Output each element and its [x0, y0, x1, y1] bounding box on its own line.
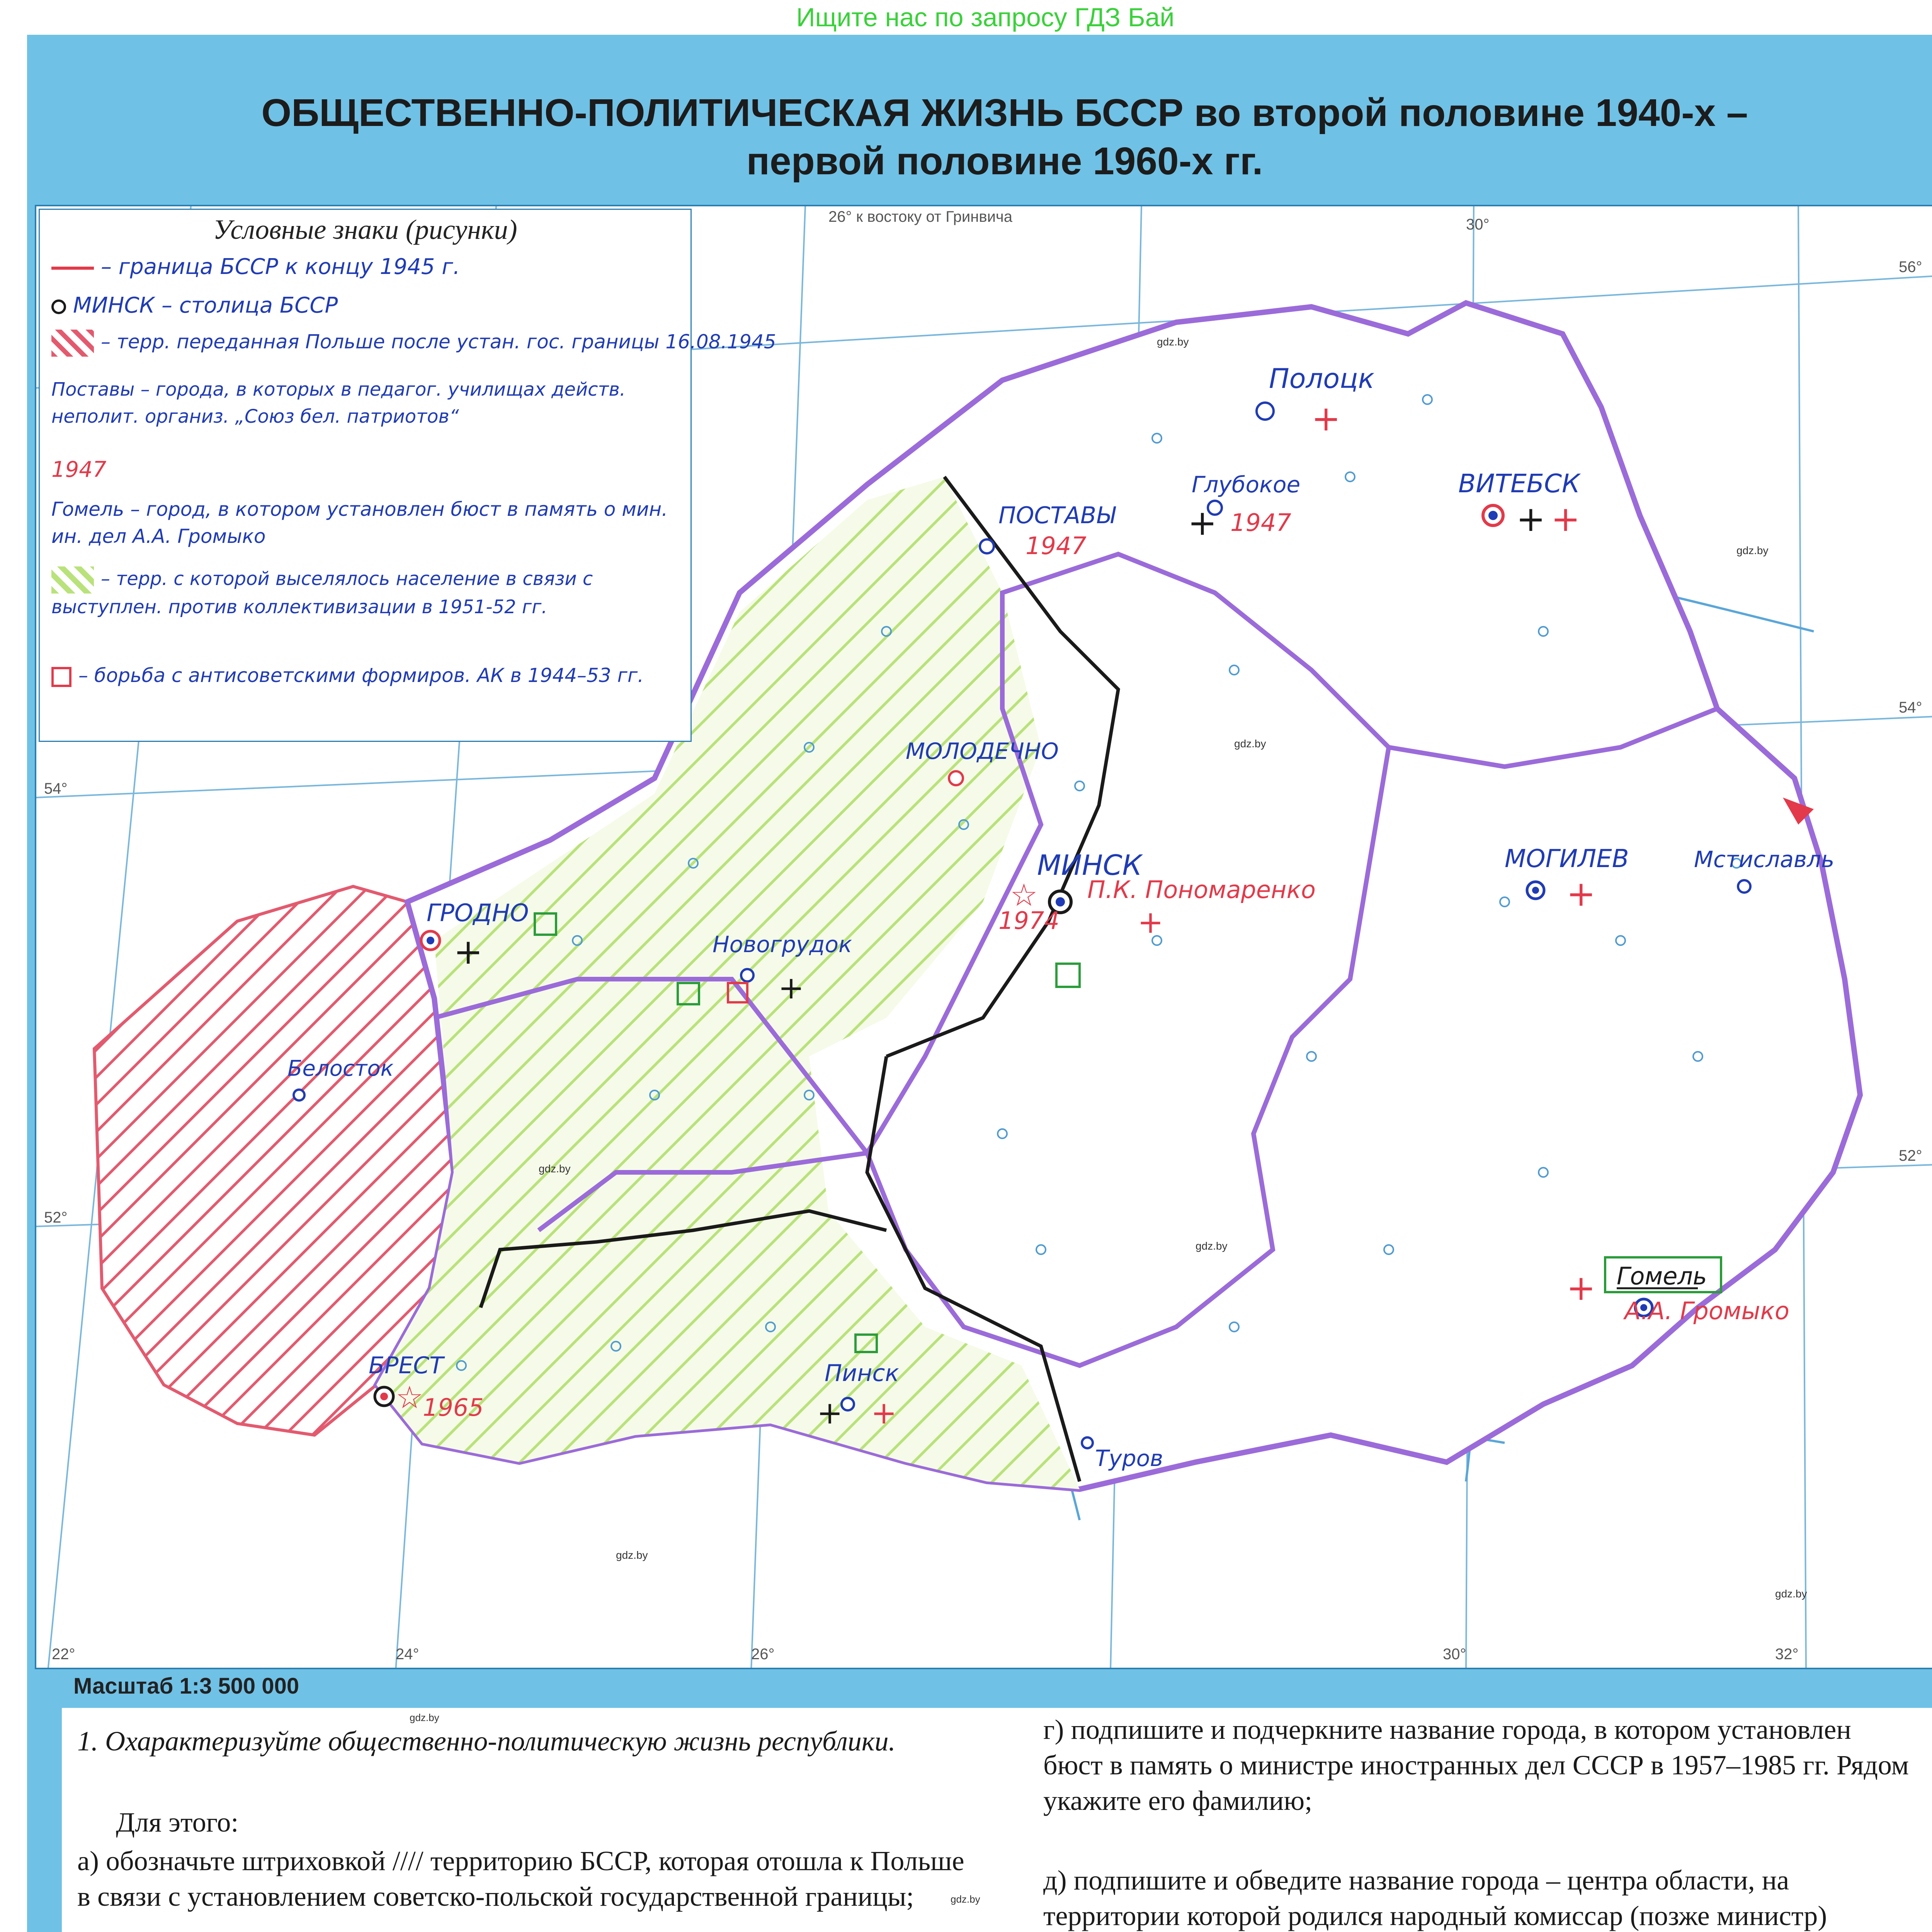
legend-text: Поставы – города, в которых в педагог. училищах действ. неполит. организ. „Союз бел. патриотов“ — [51, 379, 626, 427]
label-mstislavl: Мстиславль — [1694, 846, 1835, 872]
legend-text: – терр. с которой выселялось население в связи с выступлен. против коллективизации в 1951-52 гг. — [51, 568, 593, 618]
watermark: gdz.by — [410, 1712, 439, 1723]
map-scale: Масштаб 1:3 500 000 — [73, 1673, 299, 1699]
legend-box — [39, 209, 776, 742]
label-gomel: Гомель — [1617, 1262, 1707, 1290]
lon-bottom-26: 26° — [751, 1646, 775, 1663]
label-brest-year: 1965 — [423, 1393, 484, 1422]
svg-text:gdz.by: gdz.by — [1157, 336, 1189, 348]
lat-right-54: 54° — [1899, 699, 1922, 716]
legend-row-gomel — [51, 496, 677, 550]
legend-row-year — [51, 457, 107, 482]
svg-text:gdz.by: gdz.by — [1736, 544, 1769, 556]
label-molodechno: МОЛОДЕЧНО — [906, 738, 1059, 764]
lon-top-30: 30° — [1466, 216, 1490, 233]
label-gomel-gromyko: А.А. Громыко — [1624, 1297, 1789, 1325]
lat-right-56: 56° — [1899, 259, 1922, 276]
lon-bottom-22: 22° — [52, 1646, 75, 1663]
page-title-line2: первой половине 1960-х гг. — [746, 139, 1263, 183]
top-banner: Ищите нас по запросу ГДЗ Бай — [796, 3, 1175, 32]
label-brest: БРЕСТ — [369, 1352, 444, 1379]
task-for-this: Для этого: — [116, 1807, 239, 1838]
label-postavy-year: 1947 — [1026, 532, 1087, 560]
red-square-icon — [51, 667, 71, 687]
red-line-swatch — [51, 267, 94, 270]
red-hatch-swatch — [51, 330, 94, 357]
lat-left-54: 54° — [44, 780, 68, 797]
legend-text: Гомель – город, в котором установлен бюст в память о мин. ин. дел А.А. Громыко — [51, 498, 668, 548]
svg-text:gdz.by: gdz.by — [539, 1163, 571, 1175]
catholic-cross-icon: + — [1188, 503, 1217, 543]
label-novogrudok: Новогрудок — [713, 931, 852, 957]
legend-row-deportation — [51, 565, 677, 621]
legend-row-capital — [51, 293, 338, 318]
label-belostok: Белосток — [287, 1056, 394, 1081]
orthodox-cross-icon: + — [871, 1395, 897, 1431]
label-minsk-ponomarenko: П.К. Пономаренко — [1087, 876, 1316, 904]
orthodox-cross-icon: + — [1551, 499, 1580, 539]
label-vitebsk: ВИТЕБСК — [1458, 469, 1580, 498]
label-polotsk: Полоцк — [1269, 363, 1374, 395]
lon-bottom-32: 32° — [1775, 1646, 1799, 1663]
lat-right-52: 52° — [1899, 1147, 1922, 1164]
orthodox-cross-icon: + — [1311, 398, 1341, 439]
legend-row-border-1945 — [51, 254, 460, 279]
legend-row-to-poland — [51, 330, 776, 357]
legend-year-text: 1947 — [51, 457, 107, 482]
legend-text: – борьба с антисоветскими формиров. АК в 1944–53 гг. — [78, 664, 644, 687]
lat-left-52: 52° — [44, 1209, 68, 1226]
task-a: а) обозначьте штриховкой //// территорию БССР, которая отошла к Польше в связи с установлением советско-польской государственной границы; — [77, 1845, 964, 1912]
svg-text:gdz.by: gdz.by — [1196, 1240, 1228, 1252]
orthodox-cross-icon: + — [1566, 874, 1596, 914]
label-pinsk: Пинск — [825, 1360, 899, 1387]
orthodox-cross-icon: + — [1566, 1268, 1596, 1308]
label-glubokoe-year: 1947 — [1230, 509, 1291, 537]
tasks-panel — [62, 1708, 1932, 1932]
page-title — [155, 89, 1855, 185]
label-turov: Туров — [1095, 1445, 1163, 1471]
legend-row-anti-ak — [51, 662, 677, 689]
label-mogilev: МОГИЛЕВ — [1505, 845, 1629, 873]
catholic-cross-icon: + — [817, 1395, 843, 1431]
lon-bottom-30: 30° — [1443, 1646, 1466, 1663]
svg-text:gdz.by: gdz.by — [1775, 1588, 1807, 1600]
catholic-cross-icon: + — [1516, 499, 1546, 539]
legend-row-postavy — [51, 376, 677, 430]
hero-star-icon: ☆ — [396, 1379, 423, 1415]
svg-text:gdz.by: gdz.by — [616, 1549, 648, 1561]
catholic-cross-icon: + — [454, 932, 483, 972]
capital-circle-icon — [51, 299, 66, 314]
label-minsk: МИНСК — [1037, 849, 1142, 881]
orthodox-cross-icon: + — [1138, 904, 1164, 940]
watermark: gdz.by — [951, 1893, 980, 1905]
task-g: г) подпишите и подчеркните название города, в котором установлен бюст в память о министре иностранных дел СССР в 1957–1985 гг. Рядом укажите его фамилию; — [1043, 1714, 1909, 1816]
page-title-line1: ОБЩЕСТВЕННО-ПОЛИТИЧЕСКАЯ ЖИЗНЬ БССР во второй половине 1940-х – — [261, 91, 1748, 134]
task-d: д) подпишите и обведите название города – центра области, на территории которой родился народный комиссар (позже министр) — [1043, 1865, 1827, 1931]
legend-text: – терр. переданная Польше после устан. гос. границы 16.08.1945 — [101, 330, 776, 353]
lon-bottom-24: 24° — [396, 1646, 419, 1663]
meridian-label: 26° к востоку от Гринвича — [828, 208, 1013, 225]
label-minsk-year: 1974 — [998, 906, 1060, 935]
label-grodno: ГРОДНО — [427, 899, 529, 927]
task-1-heading: 1. Охарактеризуйте общественно-политическую жизнь республики. — [77, 1726, 896, 1757]
legend-text: – граница БССР к концу 1945 г. — [101, 254, 460, 279]
green-hatch-swatch — [51, 566, 94, 594]
label-glubokoe: Глубокое — [1192, 471, 1301, 498]
hero-star-icon: ☆ — [1010, 877, 1038, 913]
legend-text: МИНСК – столица БССР — [73, 293, 338, 318]
svg-text:gdz.by: gdz.by — [1234, 738, 1266, 750]
catholic-cross-icon: + — [778, 970, 804, 1006]
legend-title: Условные знаки (рисунки) — [213, 214, 517, 245]
label-postavy: ПОСТАВЫ — [998, 502, 1116, 529]
